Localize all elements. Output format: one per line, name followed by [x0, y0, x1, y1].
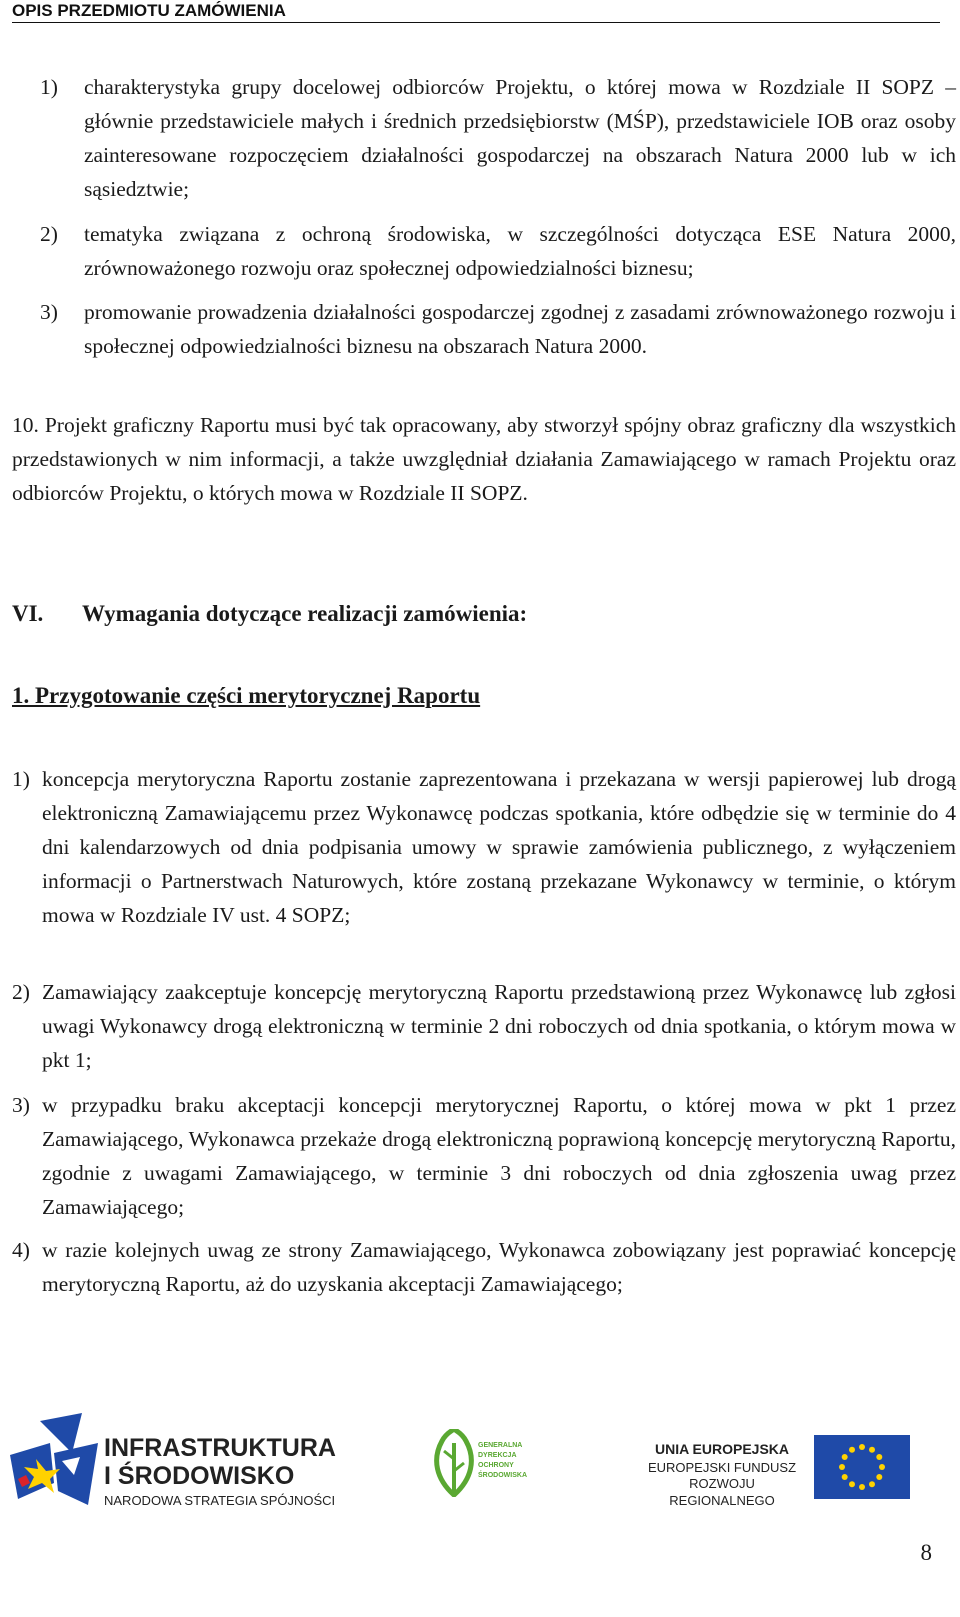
list-item-number: 2) — [40, 222, 58, 246]
list-item-number: 1) — [12, 767, 30, 791]
list-item-number: 2) — [12, 980, 30, 1004]
logo3-line3: ROZWOJU REGIONALNEGO — [669, 1476, 775, 1508]
list-item-number: 3) — [12, 1093, 30, 1117]
list-item-text: tematyka związana z ochroną środowiska, w szczególności dotycząca ESE Natura 2000, zrównoważonego rozwoju oraz społecznej odpowiedzialności biznesu; — [84, 222, 956, 280]
logo3-line1: UNIA EUROPEJSKA — [654, 1441, 790, 1457]
infrastruktura-logo-icon — [10, 1413, 102, 1509]
leaf-logo-icon — [432, 1429, 476, 1497]
logo2-line2: DYREKCJA — [478, 1452, 517, 1459]
logo2-line4: ŚRODOWISKA — [478, 1472, 527, 1479]
logo2-line1: GENERALNA — [478, 1442, 523, 1449]
list-item — [12, 1088, 956, 1224]
list-item — [40, 217, 956, 285]
paragraph-text: Projekt graficzny Raportu musi być tak opracowany, aby stworzył spójny obraz graficzny dla wszystkich przedstawionych w nim informacji, a także uwzględniał działania Zamawiającego w ramach Projektu oraz odbiorców Projektu, o których mowa w Rozdziale II SOPZ. — [12, 413, 956, 505]
subsection-heading: 1. Przygotowanie części merytorycznej Raportu — [12, 683, 481, 708]
list-item — [40, 70, 956, 206]
page-header: OPIS PRZEDMIOTU ZAMÓWIENIA — [12, 0, 940, 23]
footer-logos — [0, 1405, 960, 1515]
paragraph-number: 10. — [12, 413, 39, 437]
list-item-text: charakterystyka grupy docelowej odbiorców Projektu, o której mowa w Rozdziale II SOPZ – głównie przedstawiciele małych i średnich przedsiębiorstw (MŚP), przedstawiciele IOB oraz osoby zainteresowane rozpoczęciem działalności gospodarczej na obszarach Natura 2000 lub w ich sąsiedztwie; — [84, 75, 956, 201]
list-item — [12, 762, 956, 932]
paragraph-10 — [12, 408, 956, 510]
list-item-number: 3) — [40, 300, 58, 324]
logo3-line2: EUROPEJSKI FUNDUSZ — [647, 1460, 797, 1475]
section-number: VI. — [12, 601, 44, 626]
logo1-line1: INFRASTRUKTURA — [104, 1434, 336, 1462]
logo1-line2: I ŚRODOWISKO — [104, 1462, 295, 1490]
section-title: Wymagania dotyczące realizacji zamówienia: — [82, 601, 528, 626]
list-item-text: w przypadku braku akceptacji koncepcji merytorycznej Raportu, o której mowa w pkt 1 przez Zamawiającego, Wykonawca przekaże drogą elektroniczną poprawioną koncepcję merytoryczną Raportu, zgodnie z uwagami Zamawiającego, w terminie 3 dni roboczych od dnia zgłoszenia uwag przez Zamawiającego; — [42, 1093, 956, 1219]
list-item — [40, 295, 956, 363]
list-item — [12, 975, 956, 1077]
eu-flag-icon — [814, 1435, 910, 1499]
list-item-number: 1) — [40, 75, 58, 99]
list-item-text: w razie kolejnych uwag ze strony Zamawiającego, Wykonawca zobowiązany jest poprawiać koncepcję merytoryczną Raportu, aż do uzyskania akceptacji Zamawiającego; — [42, 1238, 956, 1296]
list-item — [12, 1233, 956, 1301]
logo1-line3: NARODOWA STRATEGIA SPÓJNOŚCI — [104, 1493, 336, 1508]
list-item-text: Zamawiający zaakceptuje koncepcję merytoryczną Raportu przedstawioną przez Wykonawcę lub zgłosi uwagi Wykonawcy drogą elektroniczną w terminie 2 dni roboczych od dnia spotkania, o którym mowa w pkt 1; — [42, 980, 956, 1072]
page-number: 8 — [920, 1540, 932, 1565]
logo2-line3: OCHRONY — [478, 1462, 514, 1469]
list-item-text: promowanie prowadzenia działalności gospodarczej zgodnej z zasadami zrównoważonego rozwoju i społecznej odpowiedzialności biznesu na obszarach Natura 2000. — [84, 300, 956, 358]
list-item-number: 4) — [12, 1238, 30, 1262]
list-item-text: koncepcja merytoryczna Raportu zostanie zaprezentowana i przekazana w wersji papierowej lub drogą elektroniczną Zamawiającemu przez Wykonawcę podczas spotkania, które odbędzie się w terminie do 4 dni kalendarzowych od dnia podpisania umowy w sprawie zamówienia publicznego, z wyłączeniem informacji o Partnerstwach Naturowych, które zostaną przekazane Wykonawcy w terminie, o którym mowa w Rozdziale IV ust. 4 SOPZ; — [42, 767, 956, 927]
logo2-text — [478, 1441, 527, 1481]
section-heading — [12, 598, 527, 630]
